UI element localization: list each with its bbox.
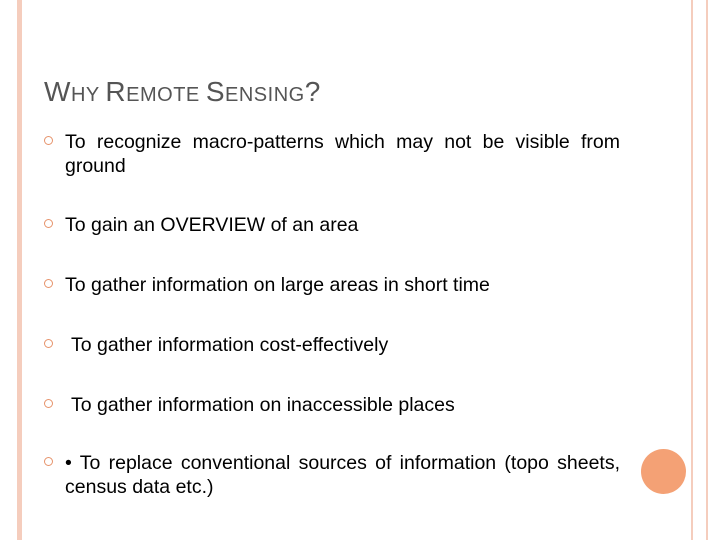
slide-title [44, 76, 321, 108]
bullet-text: • To replace conventional sources of information (topo sheets, census data etc.) [65, 452, 620, 498]
title-cap: ? [304, 76, 321, 107]
ring-bullet-icon [44, 219, 53, 228]
bullet-text: To gain an OVERVIEW of an area [65, 214, 359, 236]
right-accent-line-1 [691, 0, 693, 540]
title-rest: ENSING [225, 84, 305, 106]
bullet-text: To gather information on inaccessible places [71, 394, 455, 416]
decorative-circle [641, 449, 686, 494]
title-cap: W [44, 76, 71, 107]
ring-bullet-icon [44, 339, 53, 348]
title-rest: EMOTE [126, 84, 206, 106]
title-rest: HY [70, 84, 106, 106]
ring-bullet-icon [44, 399, 53, 408]
bullet-text: To gather information on large areas in short time [65, 274, 490, 296]
bullet-text: To gather information cost-effectively [71, 334, 389, 356]
title-cap: R [105, 76, 127, 107]
right-accent-line-2 [706, 0, 708, 540]
ring-bullet-icon [44, 136, 53, 145]
left-accent-line [17, 0, 22, 540]
ring-bullet-icon [44, 279, 53, 288]
ring-bullet-icon [44, 457, 53, 466]
bullet-text: To recognize macro-patterns which may not be visible from ground [65, 131, 620, 177]
title-cap: S [205, 76, 226, 107]
